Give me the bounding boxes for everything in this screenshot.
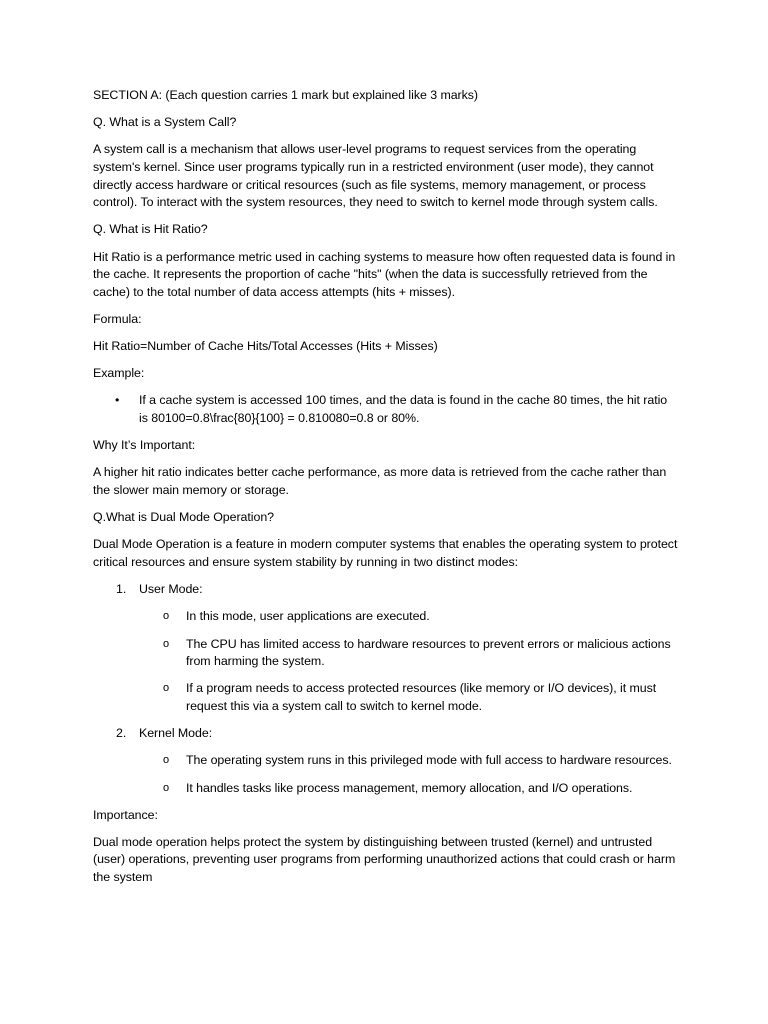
document-body <box>93 87 678 896</box>
sub-list-item <box>93 752 678 770</box>
example-label: Example: <box>93 366 145 381</box>
circle-bullet-icon: o <box>163 637 170 650</box>
sub-list-text: If a program needs to access protected resources (like memory or I/O devices), it must request this via a system call to switch to kernel mode. <box>186 681 657 713</box>
sub-list-text: It handles tasks like process management, memory allocation, and I/O operations. <box>186 780 633 795</box>
sub-list-item <box>93 680 678 715</box>
question-dual-mode: Q.What is Dual Mode Operation? <box>93 510 275 525</box>
circle-bullet-icon: o <box>163 682 170 695</box>
circle-bullet-icon: o <box>163 610 170 623</box>
list-number: 1. <box>116 582 127 597</box>
circle-bullet-icon: o <box>163 781 170 794</box>
formula-text: Hit Ratio=Number of Cache Hits/Total Accesses (Hits + Misses) <box>93 339 438 354</box>
sub-list-text: The operating system runs in this privileged mode with full access to hardware resources. <box>186 753 672 768</box>
sub-list-item <box>93 608 678 626</box>
mode-list-item-user <box>93 581 678 599</box>
answer-hit-ratio: Hit Ratio is a performance metric used in caching systems to measure how often requested data is found in the cache. It represents the proportion of cache "hits" (when the data is successfully retrieved from the cache) to the total number of data access attempts (hits + misses). <box>93 249 676 299</box>
why-important-text: A higher hit ratio indicates better cache performance, as more data is retrieved from the cache rather than the slower main memory or storage. <box>93 465 667 498</box>
circle-bullet-icon: o <box>163 754 170 767</box>
sub-list-item <box>93 780 678 798</box>
example-list-item <box>93 392 678 427</box>
importance-label: Importance: <box>93 807 158 822</box>
question-hit-ratio: Q. What is Hit Ratio? <box>93 222 208 237</box>
mode-label: User Mode: <box>139 582 203 597</box>
answer-system-call: A system call is a mechanism that allows user-level programs to request services from the operating system's kernel. Since user programs typically run in a restricted environment (user mode), they cannot directly access hardware or critical resources (such as file systems, memory management, or process control). To interact with the system resources, they need to switch to kernel mode through system calls. <box>93 142 658 210</box>
importance-text: Dual mode operation helps protect the system by distinguishing between trusted (kernel) and untrusted (user) operations, preventing user programs from performing unauthorized actions that could crash or harm the system <box>93 834 676 885</box>
mode-list-item-kernel <box>93 725 678 743</box>
question-system-call: Q. What is a System Call? <box>93 115 237 130</box>
mode-label: Kernel Mode: <box>139 726 213 741</box>
section-heading: SECTION A: (Each question carries 1 mark but explained like 3 marks) <box>93 88 478 102</box>
why-important-label: Why It’s Important: <box>93 438 196 453</box>
sub-list-item <box>93 636 678 671</box>
answer-dual-mode-intro: Dual Mode Operation is a feature in modern computer systems that enables the operating system to protect critical resources and ensure system stability by running in two distinct modes: <box>93 537 678 569</box>
list-number: 2. <box>116 726 127 741</box>
bullet-icon: • <box>115 393 120 408</box>
example-text: If a cache system is accessed 100 times, and the data is found in the cache 80 times, the hit ratio is 80100=0.8\frac{80}{100} = 0.810080=0.8 or 80%. <box>139 393 668 426</box>
sub-list-text: In this mode, user applications are executed. <box>186 609 430 624</box>
formula-label: Formula: <box>93 311 142 326</box>
sub-list-text: The CPU has limited access to hardware resources to prevent errors or malicious actions from harming the system. <box>186 636 671 669</box>
